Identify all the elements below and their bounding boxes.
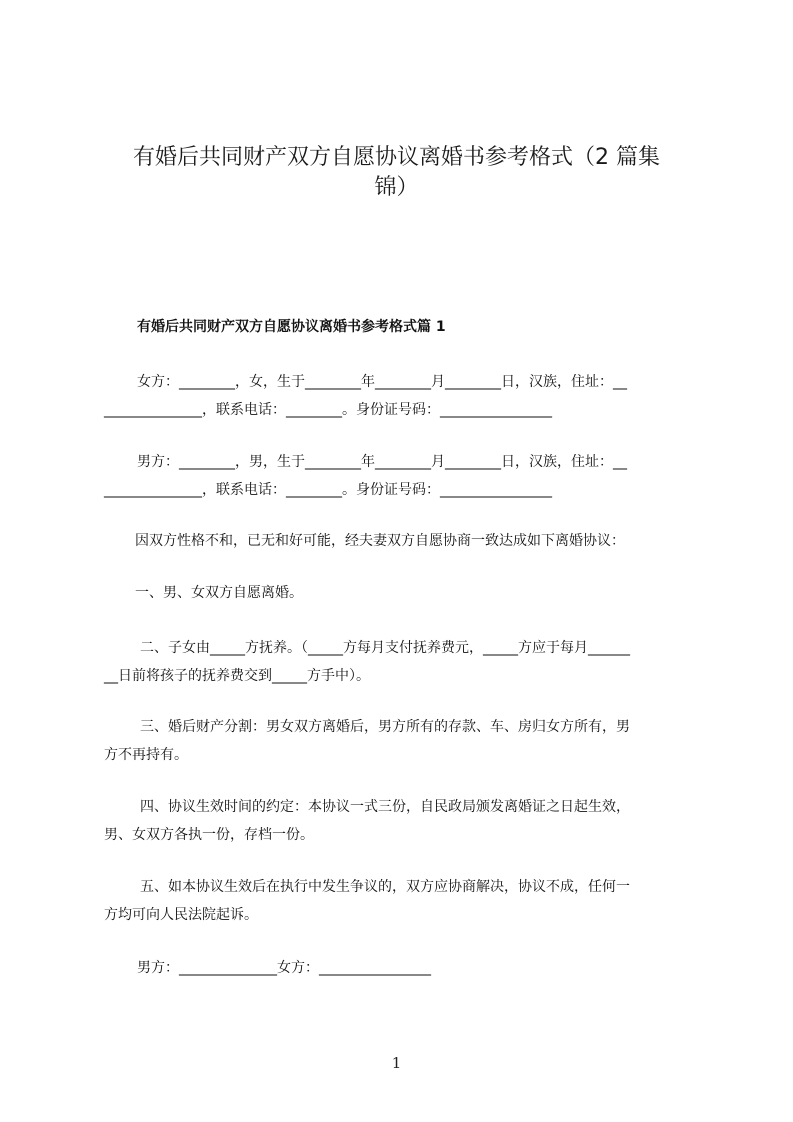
- paragraph-line: 二、子女由_____方抚养。（_____方每月支付抚养费元，_____方应于每月______: [140, 640, 630, 656]
- paragraph-line: 女方：________，女，生于________年________月________日，汉族，住址：__: [137, 374, 627, 390]
- title-line-1: 有婚后共同财产双方自愿协议离婚书参考格式（2 篇集: [133, 145, 660, 170]
- paragraph-male-party: [104, 448, 702, 504]
- paragraph-line: 四、协议生效时间的约定：本协议一式三份，自民政局颁发离婚证之日起生效，: [140, 799, 630, 815]
- title-line-2: 锦）: [374, 175, 419, 200]
- paragraph-line: ______________，联系电话：________。身份证号码：________________: [104, 482, 552, 498]
- paragraph-line: 方均可向人民法院起诉。: [104, 907, 258, 923]
- paragraph-line: 五、如本协议生效后在执行中发生争议的，双方应协商解决，协议不成，任何一: [140, 879, 630, 895]
- paragraph-clause-1: [104, 579, 702, 607]
- signature-line: [104, 954, 702, 982]
- document-title: [100, 143, 693, 203]
- paragraph-line: 因双方性格不和，已无和好可能，经夫妻双方自愿协商一致达成如下离婚协议：: [135, 533, 625, 549]
- paragraph-clause-5: [104, 873, 702, 929]
- paragraph-line: 一、男、女双方自愿离婚。: [135, 585, 303, 601]
- paragraph-female-party: [104, 368, 702, 424]
- section-heading: 有婚后共同财产双方自愿协议离婚书参考格式篇 1: [137, 319, 446, 335]
- paragraph-clause-2: [104, 634, 702, 690]
- paragraph-intro: [104, 527, 702, 555]
- paragraph-line: 三、婚后财产分割：男女双方离婚后，男方所有的存款、车、房归女方所有，男: [140, 719, 630, 735]
- paragraph-line: 男、女双方各执一份，存档一份。: [104, 827, 314, 843]
- paragraph-line: __日前将孩子的抚养费交到_____方手中）。: [104, 668, 370, 684]
- paragraph-clause-3: [104, 713, 702, 769]
- paragraph-line: 男方：______________女方：________________: [137, 960, 431, 976]
- paragraph-clause-4: [104, 793, 702, 849]
- page-number: 1: [391, 1054, 402, 1072]
- paragraph-line: 男方：________，男，生于________年________月________日，汉族，住址：__: [137, 454, 627, 470]
- paragraph-line: ______________，联系电话：________。身份证号码：________________: [104, 402, 552, 418]
- paragraph-line: 方不再持有。: [104, 747, 188, 763]
